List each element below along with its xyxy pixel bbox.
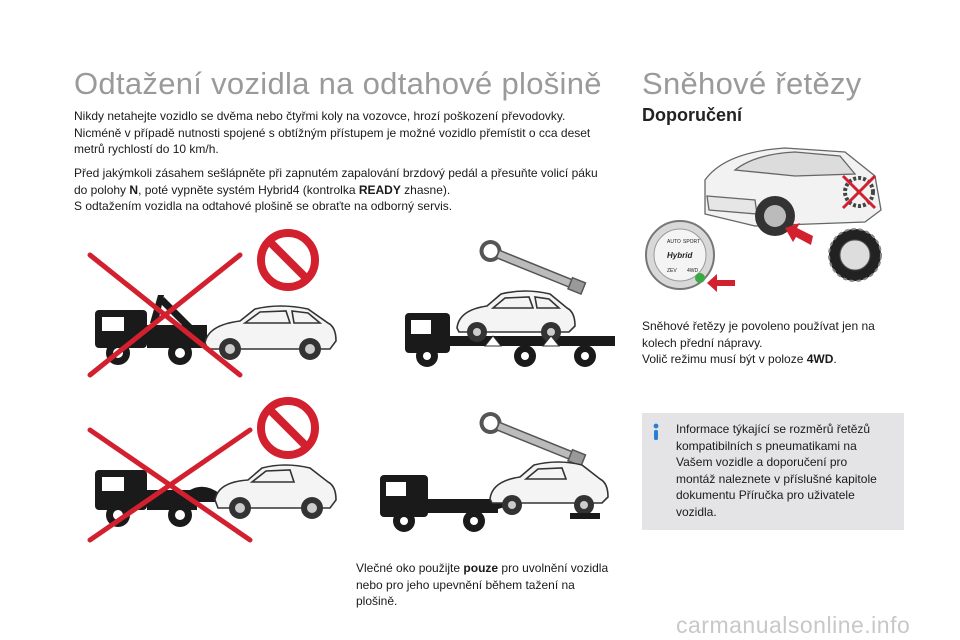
- illustration-prohibited-dolly: [80, 390, 340, 550]
- dial-label-auto: AUTO: [667, 239, 681, 245]
- info-line: Informace týkající se rozměrů řetězů: [676, 422, 871, 436]
- caption-line1: Vlečné oko použijte pouze pro uvolnění vozidla: [356, 561, 609, 575]
- towing-p1-line2: Nicméně v případě nutnosti spojené s obtížným přístupem je možné vozidlo přemístit o cca deset: [74, 125, 591, 140]
- towing-p2-line3: S odtažením vozidla na odtahové plošině se obraťte na odborný servis.: [74, 199, 453, 213]
- info-box: [642, 413, 904, 530]
- info-text: [676, 421, 902, 520]
- info-line: kompatibilních s pneumatikami na: [676, 438, 857, 453]
- caption-line3: plošině.: [356, 594, 398, 608]
- illustration-flatbed-allowed-1: [395, 228, 625, 378]
- towing-p1-line1: Nikdy netahejte vozidlo se dvěma nebo čtyřmi koly na vozovce, hrozí poškození převodovky.: [74, 109, 566, 123]
- section-title-towing: Odtažení vozidla na odtahové plošině: [74, 66, 602, 101]
- chains-line2: kolech přední nápravy.: [642, 335, 763, 350]
- info-line: Vašem vozidle a doporučení pro: [676, 455, 848, 469]
- illustration-prohibited-wheel-lift: [80, 225, 340, 385]
- section-subtitle-recommendation: Doporučení: [642, 105, 743, 125]
- illustration-snow-chains: [645, 140, 895, 300]
- towing-eye-caption: [356, 560, 636, 610]
- dial-label-hybrid: Hybrid: [667, 251, 693, 260]
- dial-label-zev: ZEV: [667, 268, 677, 274]
- towing-paragraph-2: [74, 165, 634, 215]
- towing-p2-line2: do polohy N, poté vypněte systém Hybrid4 (kontrolka READY zhasne).: [74, 182, 451, 197]
- chains-line1: Sněhové řetězy je povoleno používat jen na: [642, 319, 875, 333]
- watermark: carmanualsonline.info: [676, 612, 911, 638]
- dial-label-4wd: 4WD: [687, 268, 699, 274]
- chains-line3: Volič režimu musí být v poloze 4WD.: [642, 352, 837, 366]
- towing-paragraph-1: [74, 108, 634, 158]
- illustration-flatbed-allowed-2: [370, 395, 620, 545]
- dial-label-sport: SPORT: [683, 239, 701, 245]
- towing-p2-line1: Před jakýmkoli zásahem sešlápněte při zapnutém zapalování brzdový pedál a přesuňte volicí páku: [74, 166, 598, 180]
- info-line: vozidla.: [676, 504, 717, 519]
- snow-chains-paragraph: [642, 318, 902, 368]
- info-line: dokumentu Příručka pro uživatele: [676, 488, 855, 502]
- caption-line2: nebo pro jeho upevnění během tažení na: [356, 577, 575, 592]
- towing-p1-line3: metrů rychlostí do 10 km/h.: [74, 142, 219, 156]
- info-icon: [648, 423, 664, 441]
- info-line: montáž naleznete v příslušné kapitole: [676, 471, 877, 486]
- section-title-snow-chains: Sněhové řetězy: [642, 66, 862, 101]
